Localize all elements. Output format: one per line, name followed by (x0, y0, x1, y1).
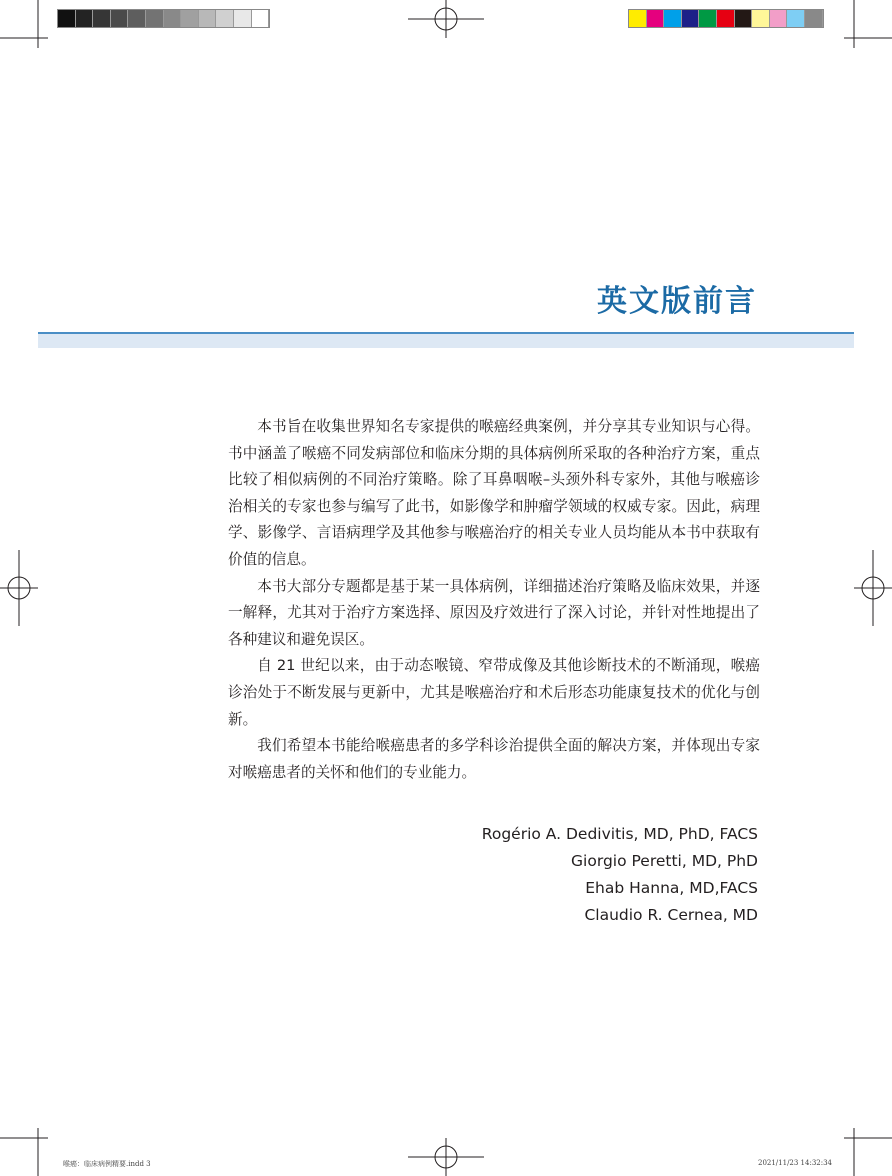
author-list (482, 821, 758, 929)
author-name: Ehab Hanna, MD,FACS (585, 879, 758, 897)
color-swatch (752, 10, 770, 27)
color-swatch (805, 10, 823, 27)
preface-body (228, 414, 760, 786)
color-swatch (199, 10, 217, 27)
color-swatch (146, 10, 164, 27)
color-swatch (164, 10, 182, 27)
color-swatch (682, 10, 700, 27)
author-name: Giorgio Peretti, MD, PhD (571, 852, 758, 870)
color-swatch (735, 10, 753, 27)
color-swatch (787, 10, 805, 27)
paragraph-1: 本书旨在收集世界知名专家提供的喉癌经典案例，并分享其专业知识与心得。书中涵盖了喉癌不同发病部位和临床分期的具体病例所采取的各种治疗方案，重点比较了相似病例的不同治疗策略。除了耳鼻咽喉–头颈外科专家外，其他与喉癌诊治相关的专家也参与编写了此书，如影像学和肿瘤学领域的权威专家。因此，病理学、影像学、言语病理学及其他参与喉癌治疗的相关专业人员均能从本书中获取有价值的信息。 (228, 418, 760, 568)
author-name: Claudio R. Cernea, MD (584, 906, 758, 924)
color-swatch (111, 10, 129, 27)
paragraph-2: 本书大部分专题都是基于某一具体病例，详细描述治疗策略及临床效果，并逐一解释，尤其对于治疗方案选择、原因及疗效进行了深入讨论，并针对性地提出了各种建议和避免误区。 (228, 577, 760, 648)
color-swatch (181, 10, 199, 27)
color-swatch (629, 10, 647, 27)
color-swatch (252, 10, 270, 27)
color-swatch (93, 10, 111, 27)
page-title: 英文版前言 (597, 284, 757, 319)
color-swatch (128, 10, 146, 27)
grayscale-calibration-bar (57, 9, 270, 28)
color-swatch (234, 10, 252, 27)
color-swatch (76, 10, 94, 27)
color-swatch (699, 10, 717, 27)
color-swatch (664, 10, 682, 27)
color-swatch (717, 10, 735, 27)
color-swatch (216, 10, 234, 27)
paragraph-4: 我们希望本书能给喉癌患者的多学科诊治提供全面的解决方案，并体现出专家对喉癌患者的关怀和他们的专业能力。 (228, 737, 760, 781)
color-swatch (647, 10, 665, 27)
color-swatch (770, 10, 788, 27)
author-name: Rogério A. Dedivitis, MD, PhD, FACS (481, 825, 758, 843)
file-name-label: 喉癌：临床病例精要.indd 3 (63, 1160, 151, 1168)
color-calibration-bar (628, 9, 824, 28)
title-rule-band (38, 334, 854, 348)
color-swatch (58, 10, 76, 27)
timestamp-label: 2021/11/23 14:32:34 (757, 1159, 832, 1167)
paragraph-3: 自 21 世纪以来，由于动态喉镜、窄带成像及其他诊断技术的不断涌现，喉癌诊治处于不断发展与更新中，尤其是喉癌治疗和术后形态功能康复技术的优化与创新。 (228, 657, 760, 728)
